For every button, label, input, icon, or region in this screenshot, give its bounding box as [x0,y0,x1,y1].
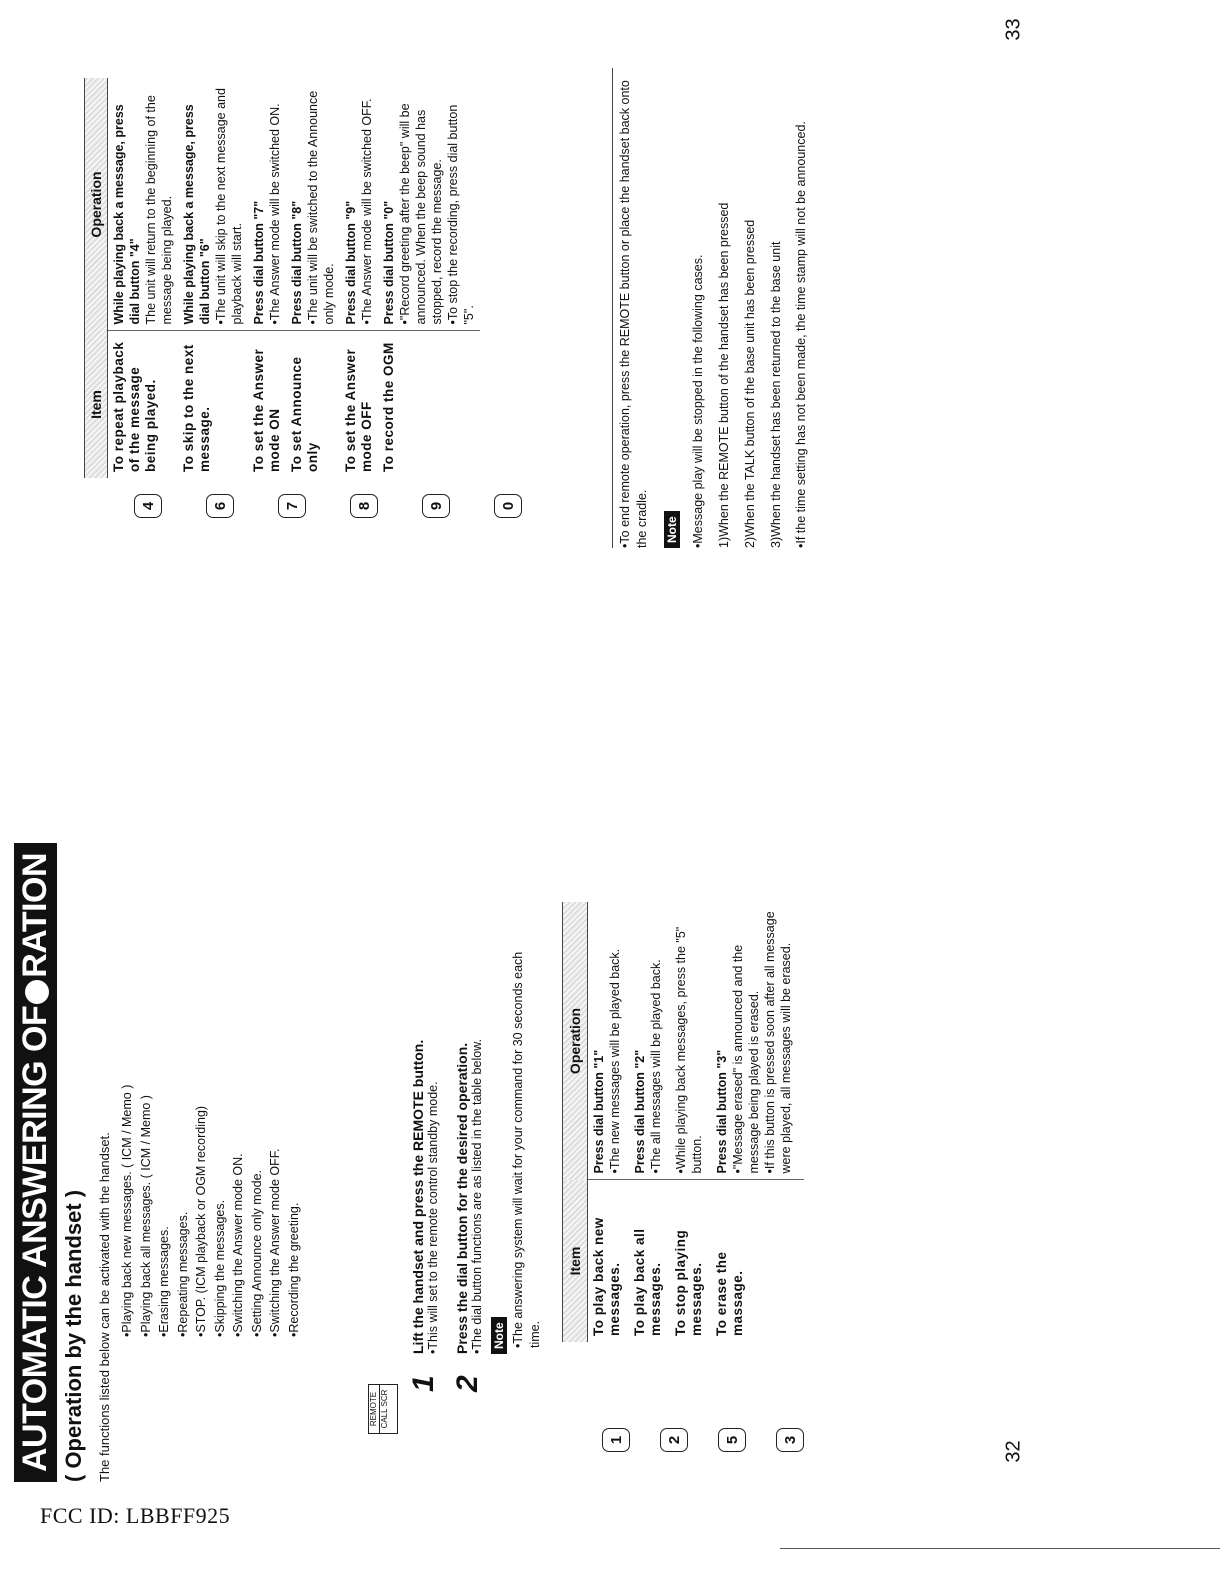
operations-table-right [84,78,480,478]
page-number-right: 33 [1002,18,1025,41]
function-list [118,802,303,1337]
list-item: • Playing back all messages. ( ICM / Memo ) [137,802,156,1337]
table-row: To stop playing messages. • While playing back messages, press the "5" button. [670,902,711,1342]
intro-text: The functions listed below can be activated with the handset. [97,1132,112,1482]
dial-8-icon: 8 [350,494,378,518]
dial-2-icon: 2 [660,1428,688,1452]
dial-0-icon: 0 [494,494,522,518]
right-page-notes [612,68,810,548]
time-note: •If the time setting has not been made, the time stamp will not be announced. [794,121,808,548]
dial-4-icon: 4 [134,494,162,518]
list-item: • Repeating messages. [174,802,193,1337]
note-intro: •Message play will be stopped in the following cases. [691,254,705,548]
step-1: 1 Lift the handset and press the REMOTE button. •This will set to the remote control standby mode. [407,1039,440,1392]
note-badge: Note [664,511,680,548]
table-row: To skip to the next message. While playing back a message, press dial button "6" • The unit will skip to the next message and playback will start. [178,78,248,478]
header-item: Item [563,1180,588,1342]
step-2: 2 Press the dial button for the desired operation. •The dial button functions are as listed in the table below. Note •The answering system will wait for your command for 30 seconds each time. [454,802,544,1392]
table-row: To play back all messages. Press dial button "2" • The all messages will be played back. [629,902,670,1342]
dial-6-icon: 6 [206,494,234,518]
dial-9-icon: 9 [422,494,450,518]
end-note: •To end remote operation, press the REMOTE button or place the handset back onto the cradle. [612,68,651,548]
list-item: • STOP. (ICM playback or OGM recording) [192,802,211,1337]
note-badge: Note [491,1317,507,1354]
list-item: • Switching the Answer mode OFF. [266,802,285,1337]
header-operation: Operation [85,78,108,331]
table-row: To set Announce only Press dial button "8" • The unit will be switched to the Announce only mode. [286,78,340,478]
list-item: 3)When the handset has been returned to the base unit [769,241,783,548]
table-row: To play back new messages. Press dial button "1" • The new messages will be played back. [587,902,629,1342]
left-page [14,802,804,1482]
operations-table-left [562,902,804,1342]
right-page [84,78,522,548]
fcc-id: FCC ID: LBBFF925 [40,1503,231,1528]
list-item: • Playing back new messages. ( ICM / Memo ) [118,802,137,1337]
table-row: To set the Answer mode ON Press dial button "7" • The Answer mode will be switched ON. [248,78,286,478]
page-number-left: 32 [1002,1440,1025,1463]
table-row: To erase the massage. Press dial button "3" • "Message erased" is announced and the message being played is erased. • If this button is pressed soon after all message were played, all messages will be erased. [711,902,804,1342]
list-item: • Recording the greeting. [285,802,304,1337]
bottom-rule [780,1548,1220,1549]
table-row: To set the Answer mode OFF Press dial button "9" • The Answer mode will be switched OFF. [340,78,378,478]
section-subtitle: ( Operation by the handset ) [61,1189,86,1482]
remote-button-icon: REMOTE CALL SCR [368,1384,398,1434]
list-item: • Skipping the messages. [211,802,230,1337]
list-item: • Switching the Answer mode ON. [229,802,248,1337]
section-title: AUTOMATIC ANSWERING OFRATION [14,843,57,1482]
header-item: Item [85,331,108,478]
list-item: 1)When the REMOTE button of the handset has been pressed [717,202,731,548]
dial-1-icon: 1 [602,1428,630,1452]
note-text: •The answering system will wait for your command for 30 seconds each time. [511,951,542,1348]
dial-5-icon: 5 [718,1428,746,1452]
list-item: 2)When the TALK button of the base unit has been pressed [743,219,757,548]
table-row: To record the OGM Press dial button "0" • "Record greeting after the beep" will be announced. When the beep sound has stopped, record the message. • To stop the recording, press dial button "5". [378,78,480,478]
dial-3-icon: 3 [776,1428,804,1452]
table-row: To repeat playback of the message being played. While playing back a message, press dial button "4" The unit will return to the beginning of the message being played. [108,78,179,478]
list-item: • Erasing messages. [155,802,174,1337]
dial-7-icon: 7 [278,494,306,518]
header-operation: Operation [563,902,588,1180]
list-item: • Setting Announce only mode. [248,802,267,1337]
